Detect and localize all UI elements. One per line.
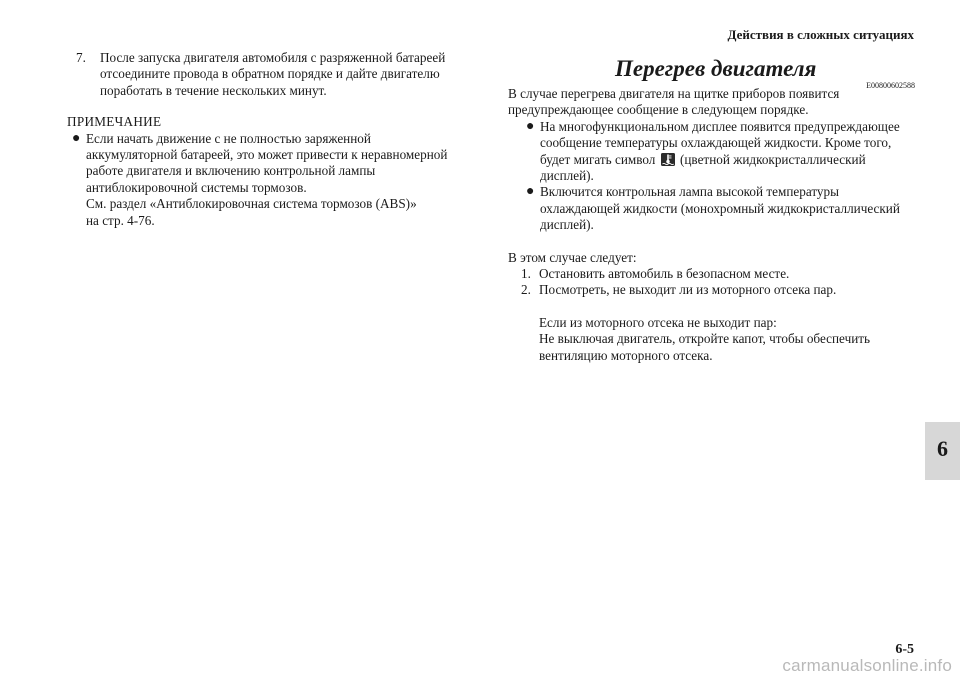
- step-text: Посмотреть, не выходит ли из моторного отсека пар.: [539, 282, 837, 298]
- bullet-1-line-1: На многофункциональном дисплее появится предупреждающее: [540, 118, 900, 134]
- section-title: Перегрев двигателя: [615, 56, 817, 81]
- intro-line-2: предупреждающее сообщение в следующем порядке.: [508, 102, 809, 118]
- note-bullet: [67, 131, 482, 229]
- chapter-tab: [925, 422, 960, 480]
- note-line-2: аккумуляторной батареей, это может привести к неравномерной: [86, 147, 448, 163]
- bullet-1-line-3-before: будет мигать символ: [540, 151, 656, 167]
- note-line-6: на стр. 4-76.: [86, 212, 155, 228]
- spacer: [508, 299, 918, 315]
- bullet-2-line-1: Включится контрольная лампа высокой температуры: [540, 184, 839, 200]
- note-line-1: Если начать движение с не полностью заряженной: [86, 130, 371, 146]
- bullet-icon: ●: [526, 118, 535, 134]
- action-step-1: [508, 266, 918, 282]
- right-column: [508, 56, 918, 364]
- step-number: 7.: [76, 50, 86, 65]
- sub-line-1: Если из моторного отсека не выходит пар:: [539, 314, 777, 330]
- step-7-line-3: поработать в течение нескольких минут.: [100, 82, 327, 98]
- step-number: 2.: [521, 282, 531, 298]
- bullet-icon: ●: [72, 130, 81, 146]
- running-header-title: Действия в сложных ситуациях: [727, 27, 914, 42]
- warning-bullet-1: [508, 119, 918, 185]
- sub-line-2: Не выключая двигатель, откройте капот, чтобы обеспечить: [539, 331, 871, 347]
- coolant-temperature-warning-icon: [661, 153, 675, 166]
- bullet-1-line-3: [540, 152, 900, 168]
- spacer: [508, 234, 918, 250]
- watermark: carmanualsonline.info: [782, 656, 952, 675]
- bullet-1-line-3-after: (цветной жидкокристаллический: [679, 151, 866, 167]
- note-line-4: антиблокировочной системы тормозов.: [86, 179, 307, 195]
- page-number: 6-5: [895, 642, 914, 657]
- bullet-1-line-4: дисплей).: [540, 168, 594, 184]
- warning-bullet-2: [508, 184, 918, 233]
- section-code: E00800602588: [866, 81, 915, 90]
- step-text: Остановить автомобиль в безопасном месте.: [539, 266, 790, 282]
- note-line-5: См. раздел «Антиблокировочная система тормозов (ABS)»: [86, 196, 417, 212]
- warning-bullet-2-text: [540, 184, 900, 233]
- chapter-tab-number: 6: [937, 436, 948, 461]
- left-column: [67, 50, 482, 229]
- step-number: 1.: [521, 266, 531, 282]
- no-steam-paragraph: [508, 315, 918, 364]
- note-text: [86, 131, 447, 229]
- step-7-line-1: После запуска двигателя автомобиля с разряженной батареей: [100, 50, 446, 65]
- action-step-2: [508, 282, 918, 298]
- bullet-icon: ●: [526, 184, 535, 200]
- bullet-1-line-2: сообщение температуры охлаждающей жидкости. Кроме того,: [540, 135, 892, 151]
- bullet-2-line-2: охлаждающей жидкости (монохромный жидкокристаллический: [540, 200, 900, 216]
- step-7: [67, 50, 482, 99]
- bullet-2-line-3: дисплей).: [540, 217, 594, 233]
- note-title: ПРИМЕЧАНИЕ: [67, 114, 162, 130]
- step-text: [100, 50, 445, 99]
- note-line-3: работе двигателя и включению контрольной лампы: [86, 163, 376, 179]
- step-7-line-2: отсоедините провода в обратном порядке и дайте двигателю: [100, 66, 440, 82]
- warning-bullet-1-text: [540, 119, 900, 185]
- action-intro: В этом случае следует:: [508, 249, 637, 265]
- sub-line-3: вентиляцию моторного отсека.: [539, 347, 713, 363]
- section-heading: [508, 56, 918, 90]
- intro-line-1: В случае перегрева двигателя на щитке приборов появится: [508, 86, 840, 101]
